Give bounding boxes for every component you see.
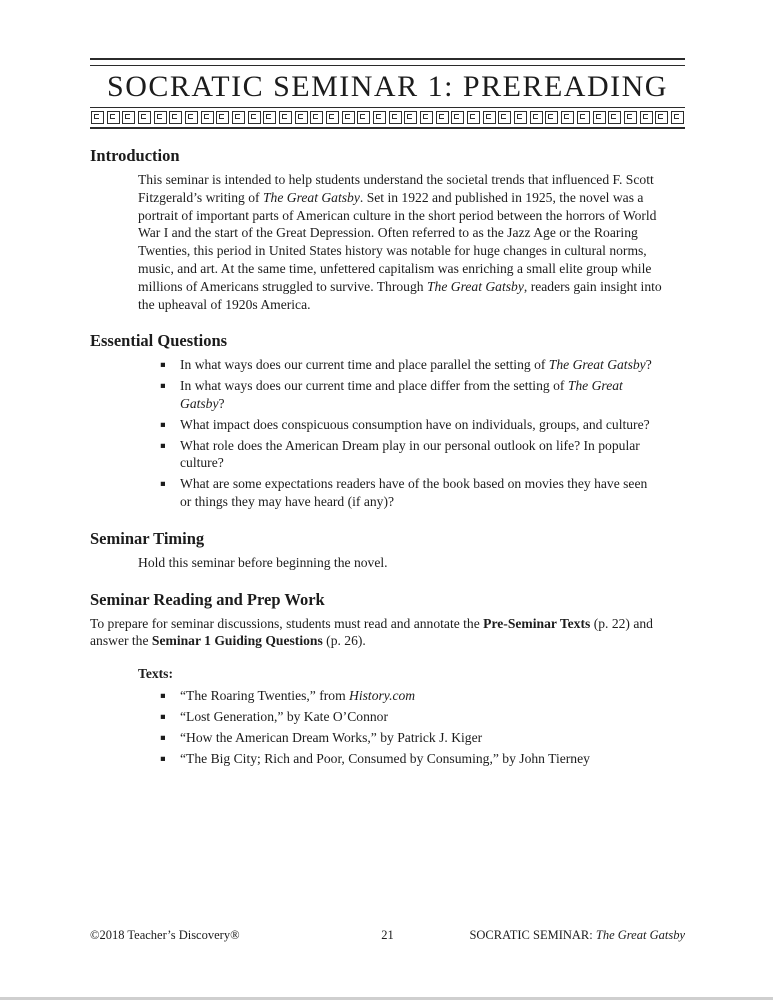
greek-key-unit: [655, 111, 668, 124]
essential-questions-list: [160, 356, 655, 510]
texts-list: [160, 687, 685, 767]
square-bullet-icon: ▪: [160, 711, 166, 722]
text-segment: The Great Gatsby: [262, 189, 360, 205]
greek-key-unit-inner: [627, 114, 632, 119]
square-bullet-icon: ▪: [160, 732, 166, 743]
text-segment: (p. 22) and answer the: [90, 615, 653, 649]
greek-key-unit-inner: [360, 114, 365, 119]
text-item-label: [180, 729, 685, 747]
greek-key-unit: [154, 111, 167, 124]
greek-key-unit-inner: [658, 114, 663, 119]
greek-key-unit: [404, 111, 417, 124]
essential-questions-heading: Essential Questions: [90, 331, 228, 351]
greek-key-unit-inner: [486, 114, 491, 119]
square-bullet-icon: ▪: [160, 419, 166, 430]
greek-key-unit-inner: [172, 114, 177, 119]
greek-key-unit-inner: [266, 114, 271, 119]
text-segment: The Great Gatsby: [595, 928, 685, 942]
greek-key-unit-inner: [611, 114, 616, 119]
greek-key-unit-inner: [439, 114, 444, 119]
text-segment: The Great Gatsby: [426, 278, 524, 294]
greek-key-unit-inner: [580, 114, 585, 119]
text-segment: In what ways does our current time and place parallel the setting of: [180, 357, 549, 373]
greek-key-unit: [545, 111, 558, 124]
greek-key-unit-inner: [157, 114, 162, 119]
seminar-timing-text: [138, 554, 662, 572]
greek-key-unit-inner: [392, 114, 397, 119]
greek-key-unit: [326, 111, 339, 124]
text-segment: In what ways does our current time and place differ from the setting of: [180, 378, 568, 394]
greek-key-unit: [530, 111, 543, 124]
greek-key-unit-inner: [376, 114, 381, 119]
question-item: [160, 356, 655, 374]
greek-key-unit-inner: [141, 114, 146, 119]
question-text: [180, 475, 655, 511]
greek-key-unit-inner: [313, 114, 318, 119]
question-text: [180, 437, 655, 473]
greek-key-unit-inner: [501, 114, 506, 119]
greek-key-unit: [216, 111, 229, 124]
text-segment: ?: [218, 395, 225, 411]
question-item: [160, 475, 655, 511]
greek-key-unit-inner: [407, 114, 412, 119]
footer-book-title: [394, 928, 685, 943]
greek-key-unit-inner: [517, 114, 522, 119]
greek-key-unit-inner: [188, 114, 193, 119]
greek-key-unit: [593, 111, 606, 124]
greek-key-unit-inner: [548, 114, 553, 119]
text-segment: “Lost Generation,” by Kate O’Connor: [180, 708, 388, 724]
greek-key-unit: [107, 111, 120, 124]
page-title: SOCRATIC SEMINAR 1: PREREADING: [107, 70, 668, 103]
text-item-label: [180, 708, 685, 726]
text-item: [160, 687, 685, 705]
greek-key-unit-inner: [94, 114, 99, 119]
greek-key-unit: [671, 111, 684, 124]
greek-key-unit: [420, 111, 433, 124]
greek-key-unit: [467, 111, 480, 124]
question-text: [180, 356, 655, 374]
greek-key-unit: [310, 111, 323, 124]
section-seminar-timing: [90, 529, 685, 572]
greek-key-unit-inner: [643, 114, 648, 119]
greek-key-unit: [279, 111, 292, 124]
greek-key-border: [90, 107, 685, 129]
greek-key-unit-inner: [204, 114, 209, 119]
seminar-timing-heading: Seminar Timing: [90, 528, 205, 548]
text-segment: ?: [645, 357, 652, 373]
greek-key-unit: [436, 111, 449, 124]
text-segment: What are some expectations readers have of the book based on movies they have seen or things they may have heard (if any)?: [180, 476, 648, 509]
footer-copyright: ©2018 Teacher’s Discovery®: [90, 928, 240, 942]
square-bullet-icon: ▪: [160, 381, 166, 392]
text-segment: . Set in 1922 and published in 1925, the novel was a portrait of important parts of American culture in the short period between the horrors of World War I and the start of the Great Depression. Often referred to as the Jazz Age or the Roaring Twenties, this period in United States history was notable for huge changes in cultural norms, music, and art. At the same time, unfettered capitalism was enriching a small elite group while millions of Americans struggled to survive. Through: [138, 189, 657, 294]
greek-key-unit-inner: [329, 114, 334, 119]
text-item-label: [180, 750, 685, 768]
square-bullet-icon: ▪: [160, 479, 166, 490]
greek-key-unit-inner: [470, 114, 475, 119]
greek-key-unit-inner: [423, 114, 428, 119]
text-segment: “How the American Dream Works,” by Patrick J. Kiger: [180, 729, 483, 745]
greek-key-unit-inner: [110, 114, 115, 119]
greek-key-unit: [201, 111, 214, 124]
greek-key-unit: [342, 111, 355, 124]
text-segment: This seminar is intended to help students understand the societal trends that influenced F. Scott Fitzgerald’s writing of: [138, 172, 654, 205]
text-segment: “The Big City; Rich and Poor, Consumed by Consuming,” by John Tierney: [180, 750, 590, 766]
text-item-label: [180, 687, 685, 705]
introduction-text: [138, 171, 662, 313]
greek-key-unit: [295, 111, 308, 124]
greek-key-unit: [640, 111, 653, 124]
text-segment: The Great Gatsby: [180, 378, 623, 411]
section-prep-work: [90, 590, 685, 768]
greek-key-unit-inner: [345, 114, 350, 119]
greek-key-unit-inner: [454, 114, 459, 119]
greek-key-unit-inner: [282, 114, 287, 119]
greek-key-unit: [185, 111, 198, 124]
square-bullet-icon: ▪: [160, 360, 166, 371]
greek-key-unit: [624, 111, 637, 124]
question-item: [160, 377, 655, 413]
text-segment: , readers gain insight into the upheaval of 1920s America.: [138, 278, 662, 312]
greek-key-unit-inner: [251, 114, 256, 119]
greek-key-unit: [91, 111, 104, 124]
text-item: [160, 729, 685, 747]
footer-page-number: 21: [381, 928, 394, 942]
greek-key-unit: [451, 111, 464, 124]
question-text: [180, 416, 655, 434]
text-segment: What impact does conspicuous consumption have on individuals, groups, and culture?: [180, 416, 650, 432]
greek-key-unit: [357, 111, 370, 124]
question-text: [180, 377, 655, 413]
greek-key-unit-inner: [298, 114, 303, 119]
text-segment: Hold this seminar before beginning the novel.: [138, 554, 388, 570]
introduction-heading: Introduction: [90, 146, 180, 165]
square-bullet-icon: ▪: [160, 691, 166, 702]
question-item: [160, 437, 655, 473]
greek-key-unit: [483, 111, 496, 124]
page-body: [90, 146, 685, 767]
page-footer: [90, 928, 685, 943]
texts-label: Texts:: [138, 666, 173, 682]
section-essential-questions: [90, 331, 685, 510]
text-segment: Seminar 1 Guiding Questions: [151, 633, 323, 649]
greek-key-unit-inner: [125, 114, 130, 119]
text-segment: History.com: [349, 688, 416, 704]
greek-key-unit-inner: [674, 114, 679, 119]
greek-key-unit: [577, 111, 590, 124]
greek-key-unit-inner: [219, 114, 224, 119]
greek-key-unit-inner: [533, 114, 538, 119]
title-top-rule: [90, 58, 685, 66]
section-introduction: [90, 146, 685, 313]
greek-key-unit: [263, 111, 276, 124]
greek-key-unit: [389, 111, 402, 124]
prep-work-text: [90, 615, 685, 651]
title-block: [90, 58, 685, 129]
text-segment: SOCRATIC SEMINAR:: [469, 928, 596, 942]
text-segment: To prepare for seminar discussions, students must read and annotate the: [90, 615, 484, 631]
text-segment: Pre-Seminar Texts: [483, 615, 591, 631]
greek-key-unit-inner: [596, 114, 601, 119]
greek-key-unit: [169, 111, 182, 124]
greek-key-unit: [498, 111, 511, 124]
greek-key-unit: [248, 111, 261, 124]
greek-key-unit: [514, 111, 527, 124]
greek-key-unit: [561, 111, 574, 124]
question-item: [160, 416, 655, 434]
text-segment: (p. 26).: [322, 633, 366, 649]
text-item: [160, 708, 685, 726]
greek-key-unit-inner: [235, 114, 240, 119]
square-bullet-icon: ▪: [160, 753, 166, 764]
greek-key-unit: [138, 111, 151, 124]
text-item: [160, 750, 685, 768]
greek-key-unit: [232, 111, 245, 124]
greek-key-unit: [122, 111, 135, 124]
greek-key-unit: [373, 111, 386, 124]
text-segment: The Great Gatsby: [548, 357, 646, 373]
greek-key-unit: [608, 111, 621, 124]
prep-work-heading: Seminar Reading and Prep Work: [90, 589, 325, 609]
text-segment: What role does the American Dream play in our personal outlook on life? In popular culture?: [180, 437, 640, 471]
text-segment: “The Roaring Twenties,” from: [180, 688, 350, 704]
square-bullet-icon: ▪: [160, 440, 166, 451]
greek-key-unit-inner: [564, 114, 569, 119]
